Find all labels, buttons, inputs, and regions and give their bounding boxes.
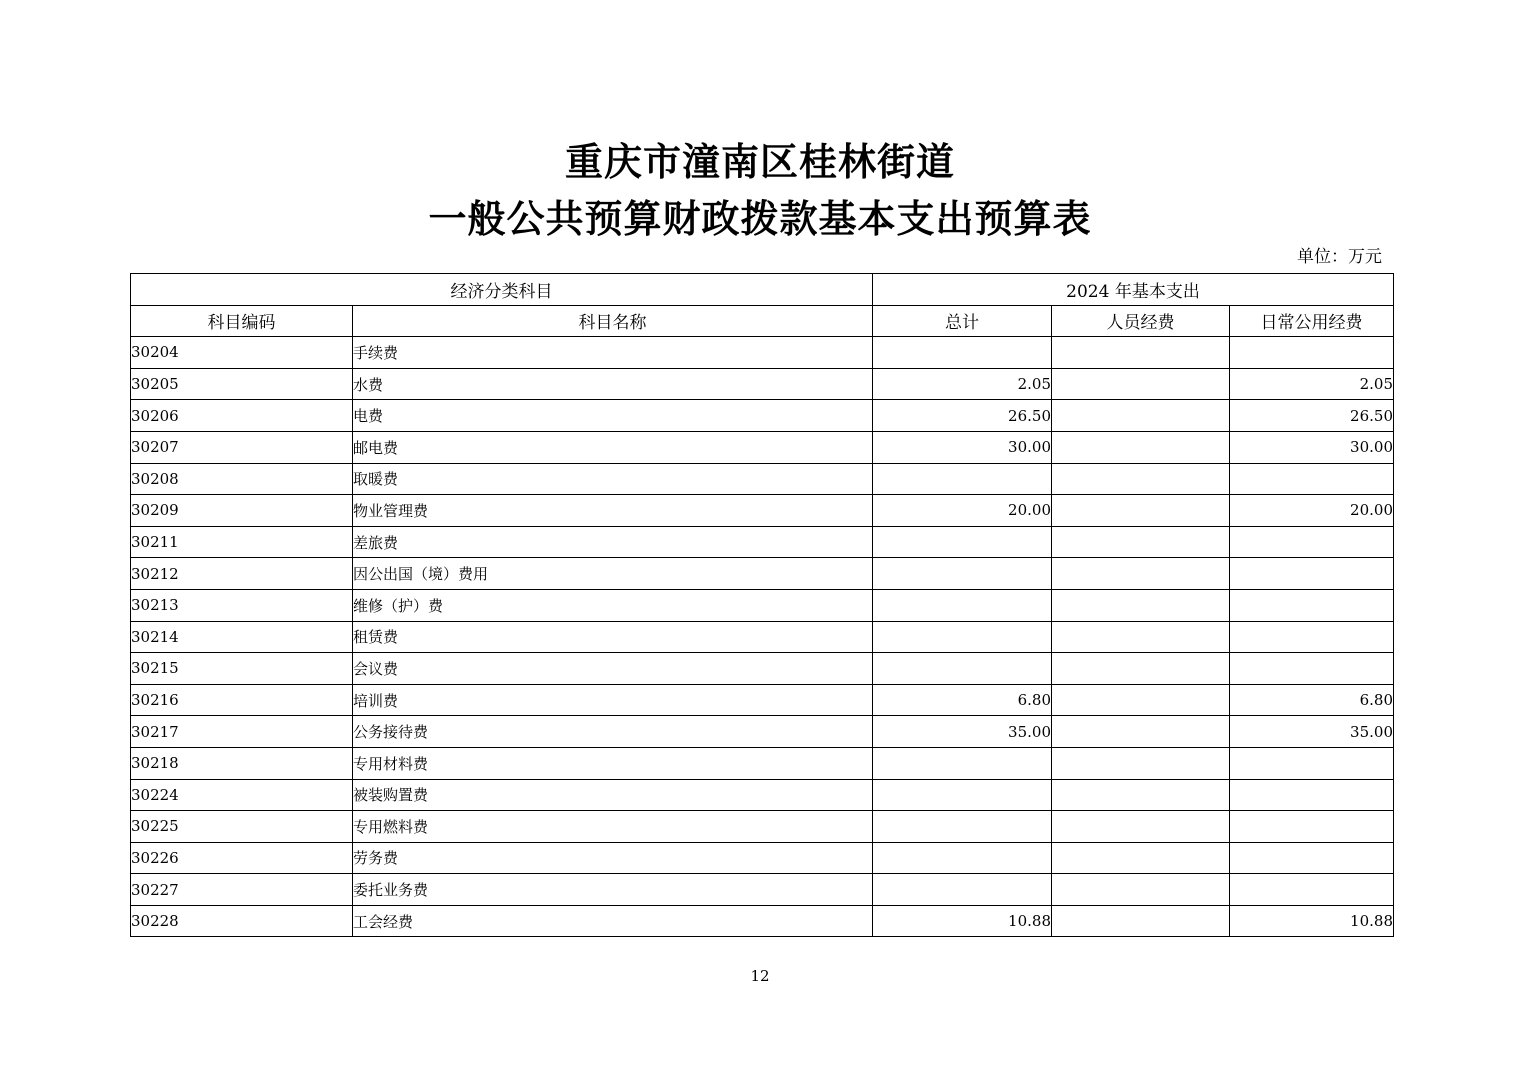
public-cell	[1230, 589, 1394, 621]
personnel-cell	[1052, 874, 1230, 906]
subject-code-cell: 30214	[131, 621, 353, 653]
budget-table	[130, 273, 1394, 937]
subject-name-cell: 公务接待费	[353, 716, 873, 748]
public-cell	[1230, 842, 1394, 874]
subject-name-cell: 手续费	[353, 337, 873, 369]
table-row	[131, 905, 1394, 937]
subject-code-cell: 30211	[131, 526, 353, 558]
total-cell	[873, 621, 1052, 653]
subject-name-cell: 水费	[353, 368, 873, 400]
table-row	[131, 842, 1394, 874]
subject-code-cell: 30207	[131, 431, 353, 463]
personnel-column-header: 人员经费	[1052, 305, 1230, 337]
subject-code-cell: 30204	[131, 337, 353, 369]
public-cell	[1230, 874, 1394, 906]
personnel-cell	[1052, 431, 1230, 463]
personnel-cell	[1052, 495, 1230, 527]
subject-name-cell: 工会经费	[353, 905, 873, 937]
subject-code-cell: 30206	[131, 400, 353, 432]
table-row	[131, 431, 1394, 463]
total-cell	[873, 874, 1052, 906]
subject-code-cell: 30212	[131, 558, 353, 590]
total-cell: 2.05	[873, 368, 1052, 400]
subject-name-cell: 电费	[353, 400, 873, 432]
personnel-cell	[1052, 526, 1230, 558]
personnel-cell	[1052, 684, 1230, 716]
table-row	[131, 368, 1394, 400]
budget-table-body	[131, 337, 1394, 937]
public-cell	[1230, 463, 1394, 495]
subject-code-cell: 30205	[131, 368, 353, 400]
subject-name-cell: 专用材料费	[353, 747, 873, 779]
title-line-2: 一般公共预算财政拨款基本支出预算表	[428, 196, 1092, 241]
public-cell	[1230, 653, 1394, 685]
public-cell	[1230, 621, 1394, 653]
page-number: 12	[750, 967, 770, 985]
subject-code-cell: 30225	[131, 811, 353, 843]
public-cell: 30.00	[1230, 431, 1394, 463]
table-row	[131, 495, 1394, 527]
subject-code-cell: 30213	[131, 589, 353, 621]
public-cell	[1230, 526, 1394, 558]
public-cell: 35.00	[1230, 716, 1394, 748]
personnel-cell	[1052, 400, 1230, 432]
total-cell	[873, 779, 1052, 811]
subject-code-cell: 30216	[131, 684, 353, 716]
public-cell: 26.50	[1230, 400, 1394, 432]
subject-name-cell: 因公出国（境）费用	[353, 558, 873, 590]
subject-name-cell: 物业管理费	[353, 495, 873, 527]
total-cell	[873, 842, 1052, 874]
total-cell: 6.80	[873, 684, 1052, 716]
subject-code-cell: 30218	[131, 747, 353, 779]
public-cell	[1230, 747, 1394, 779]
table-row	[131, 589, 1394, 621]
subject-name-cell: 委托业务费	[353, 874, 873, 906]
total-cell: 35.00	[873, 716, 1052, 748]
personnel-cell	[1052, 621, 1230, 653]
subject-code-cell: 30208	[131, 463, 353, 495]
table-row	[131, 747, 1394, 779]
public-cell: 20.00	[1230, 495, 1394, 527]
table-row	[131, 558, 1394, 590]
classification-header: 经济分类科目	[131, 274, 873, 306]
total-cell: 10.88	[873, 905, 1052, 937]
subject-name-cell: 会议费	[353, 653, 873, 685]
table-row	[131, 716, 1394, 748]
public-cell	[1230, 779, 1394, 811]
total-cell: 26.50	[873, 400, 1052, 432]
total-cell	[873, 811, 1052, 843]
personnel-cell	[1052, 842, 1230, 874]
public-cell: 10.88	[1230, 905, 1394, 937]
subject-code-cell: 30209	[131, 495, 353, 527]
unit-label: 单位：万元	[1297, 247, 1382, 267]
personnel-cell	[1052, 368, 1230, 400]
column-header-row	[131, 305, 1394, 337]
table-row	[131, 874, 1394, 906]
personnel-cell	[1052, 905, 1230, 937]
personnel-cell	[1052, 463, 1230, 495]
personnel-cell	[1052, 653, 1230, 685]
subject-name-cell: 劳务费	[353, 842, 873, 874]
total-cell: 20.00	[873, 495, 1052, 527]
total-cell	[873, 747, 1052, 779]
public-cell: 2.05	[1230, 368, 1394, 400]
total-cell	[873, 653, 1052, 685]
total-column-header: 总计	[873, 305, 1052, 337]
subject-code-cell: 30217	[131, 716, 353, 748]
group-header-row	[131, 274, 1394, 306]
personnel-cell	[1052, 779, 1230, 811]
subject-name-cell: 租赁费	[353, 621, 873, 653]
subject-code-cell: 30215	[131, 653, 353, 685]
table-row	[131, 811, 1394, 843]
public-cell	[1230, 337, 1394, 369]
table-row	[131, 684, 1394, 716]
code-column-header: 科目编码	[131, 305, 353, 337]
subject-name-cell: 取暖费	[353, 463, 873, 495]
subject-code-cell: 30224	[131, 779, 353, 811]
public-column-header: 日常公用经费	[1230, 305, 1394, 337]
total-cell	[873, 589, 1052, 621]
personnel-cell	[1052, 589, 1230, 621]
total-cell	[873, 463, 1052, 495]
name-column-header: 科目名称	[353, 305, 873, 337]
table-row	[131, 526, 1394, 558]
public-cell: 6.80	[1230, 684, 1394, 716]
subject-name-cell: 被装购置费	[353, 779, 873, 811]
total-cell	[873, 337, 1052, 369]
personnel-cell	[1052, 811, 1230, 843]
table-row	[131, 400, 1394, 432]
subject-name-cell: 专用燃料费	[353, 811, 873, 843]
table-row	[131, 337, 1394, 369]
personnel-cell	[1052, 337, 1230, 369]
personnel-cell	[1052, 558, 1230, 590]
table-row	[131, 779, 1394, 811]
personnel-cell	[1052, 747, 1230, 779]
expenditure-header: 2024 年基本支出	[873, 274, 1394, 306]
title-line-1: 重庆市潼南区桂林街道	[564, 139, 955, 184]
table-row	[131, 653, 1394, 685]
total-cell	[873, 558, 1052, 590]
total-cell: 30.00	[873, 431, 1052, 463]
public-cell	[1230, 558, 1394, 590]
personnel-cell	[1052, 716, 1230, 748]
subject-code-cell: 30226	[131, 842, 353, 874]
total-cell	[873, 526, 1052, 558]
subject-code-cell: 30227	[131, 874, 353, 906]
table-row	[131, 463, 1394, 495]
subject-name-cell: 维修（护）费	[353, 589, 873, 621]
subject-code-cell: 30228	[131, 905, 353, 937]
subject-name-cell: 差旅费	[353, 526, 873, 558]
public-cell	[1230, 811, 1394, 843]
subject-name-cell: 培训费	[353, 684, 873, 716]
table-row	[131, 621, 1394, 653]
subject-name-cell: 邮电费	[353, 431, 873, 463]
